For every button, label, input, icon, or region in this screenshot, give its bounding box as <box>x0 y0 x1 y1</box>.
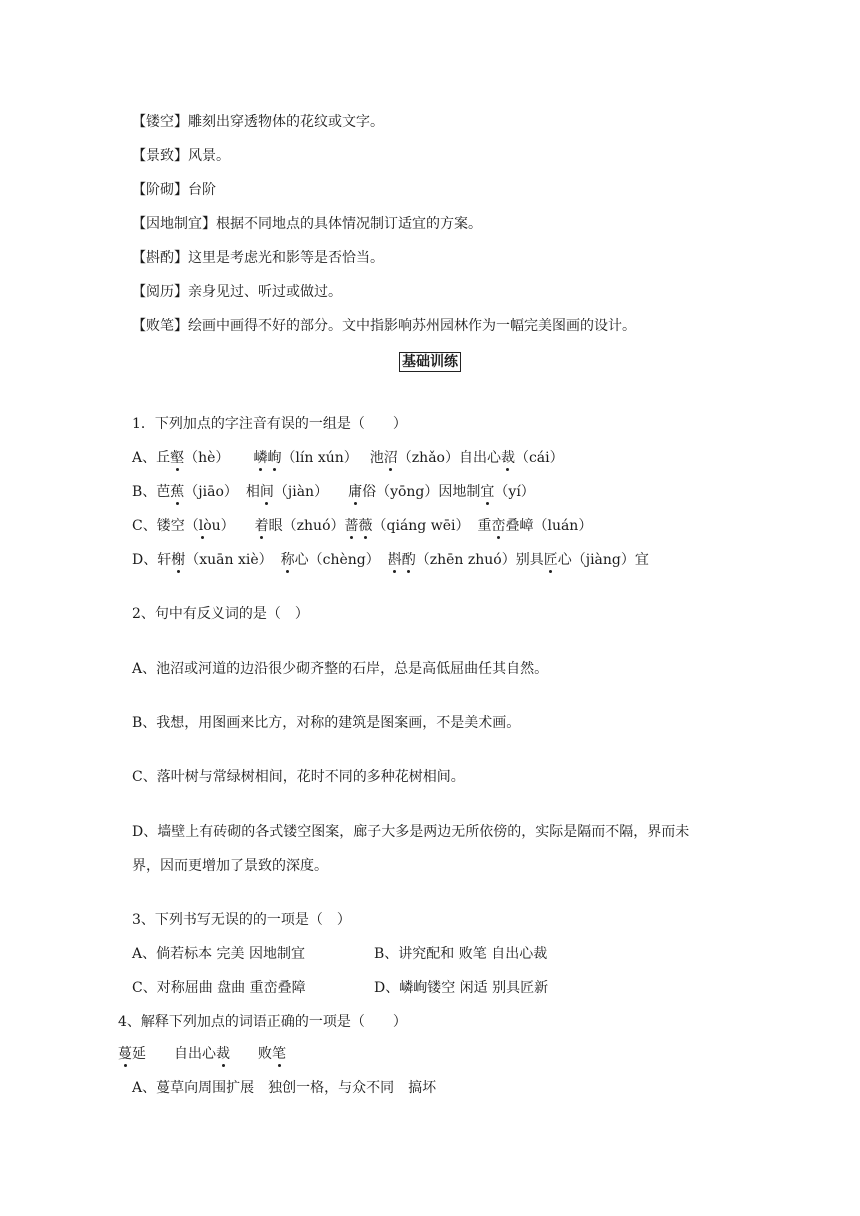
q2-option-a: A、池沼或河道的边沿很少砌齐整的石岸，总是高低屈曲任其自然。 <box>132 661 549 677</box>
glossary-item: 【斟酌】这里是考虑光和影等是否恰当。 <box>132 250 384 266</box>
q1-option-d: D、轩榭（xuān xiè） 称心（chèng） 斟酌（zhēn zhuó）别具匠心（jiàng）宜 <box>132 552 649 568</box>
glossary-item: 【镂空】雕刻出穿透物体的花纹或文字。 <box>132 114 384 130</box>
q3-option-a: A、倘若标本 完美 因地制宜 <box>132 946 306 962</box>
glossary-item: 【败笔】绘画中画得不好的部分。文中指影响苏州园林作为一幅完美图画的设计。 <box>132 318 636 334</box>
glossary-item: 【阶砌】台阶 <box>132 182 216 198</box>
q4-option-a: A、蔓草向周围扩展 独创一格，与众不同 搞坏 <box>132 1080 437 1096</box>
glossary-item: 【因地制宜】根据不同地点的具体情况制订适宜的方案。 <box>132 216 482 232</box>
q4-stem: 4、解释下列加点的词语正确的一项是（ ） <box>118 1014 407 1030</box>
q1-stem: 1．下列加点的字注音有误的一组是（ ） <box>132 416 407 432</box>
q2-option-b: B、我想，用图画来比方，对称的建筑是图案画，不是美术画。 <box>132 715 521 731</box>
glossary-item: 【阅历】亲身见过、听过或做过。 <box>132 284 342 300</box>
glossary-item: 【景致】风景。 <box>132 148 230 164</box>
q3-stem: 3、下列书写无误的的一项是（ ） <box>132 912 351 928</box>
q2-stem: 2、句中有反义词的是（ ） <box>132 606 309 622</box>
q2-option-c: C、落叶树与常绿树相间，花时不同的多种花树相间。 <box>132 769 465 785</box>
section-title: 基础训练 <box>399 352 461 372</box>
section-title-wrap <box>0 352 860 372</box>
q2-option-d-line2: 界，因而更增加了景致的深度。 <box>132 858 328 874</box>
q1-option-b: B、芭蕉（jiāo） 相间（jiàn） 庸俗（yōng）因地制宜（yí） <box>132 484 535 500</box>
q3-option-c: C、对称屈曲 盘曲 重峦叠障 <box>132 980 306 996</box>
q1-option-c: C、镂空（lòu） 着眼（zhuó）蔷薇（qiáng wēi） 重峦叠嶂（luán） <box>132 518 593 534</box>
q4-words: 蔓延 自出心裁 败笔 <box>118 1046 286 1062</box>
q2-option-d-line1: D、墙壁上有砖砌的各式镂空图案，廊子大多是两边无所依傍的，实际是隔而不隔，界而未 <box>132 824 690 840</box>
q3-option-b: B、讲究配和 败笔 自出心裁 <box>374 946 548 962</box>
q3-option-d: D、嶙峋镂空 闲适 别具匠新 <box>374 980 549 996</box>
q1-option-a: A、丘壑（hè） 嶙峋（lín xún） 池沼（zhǎo）自出心裁（cái） <box>132 450 564 466</box>
